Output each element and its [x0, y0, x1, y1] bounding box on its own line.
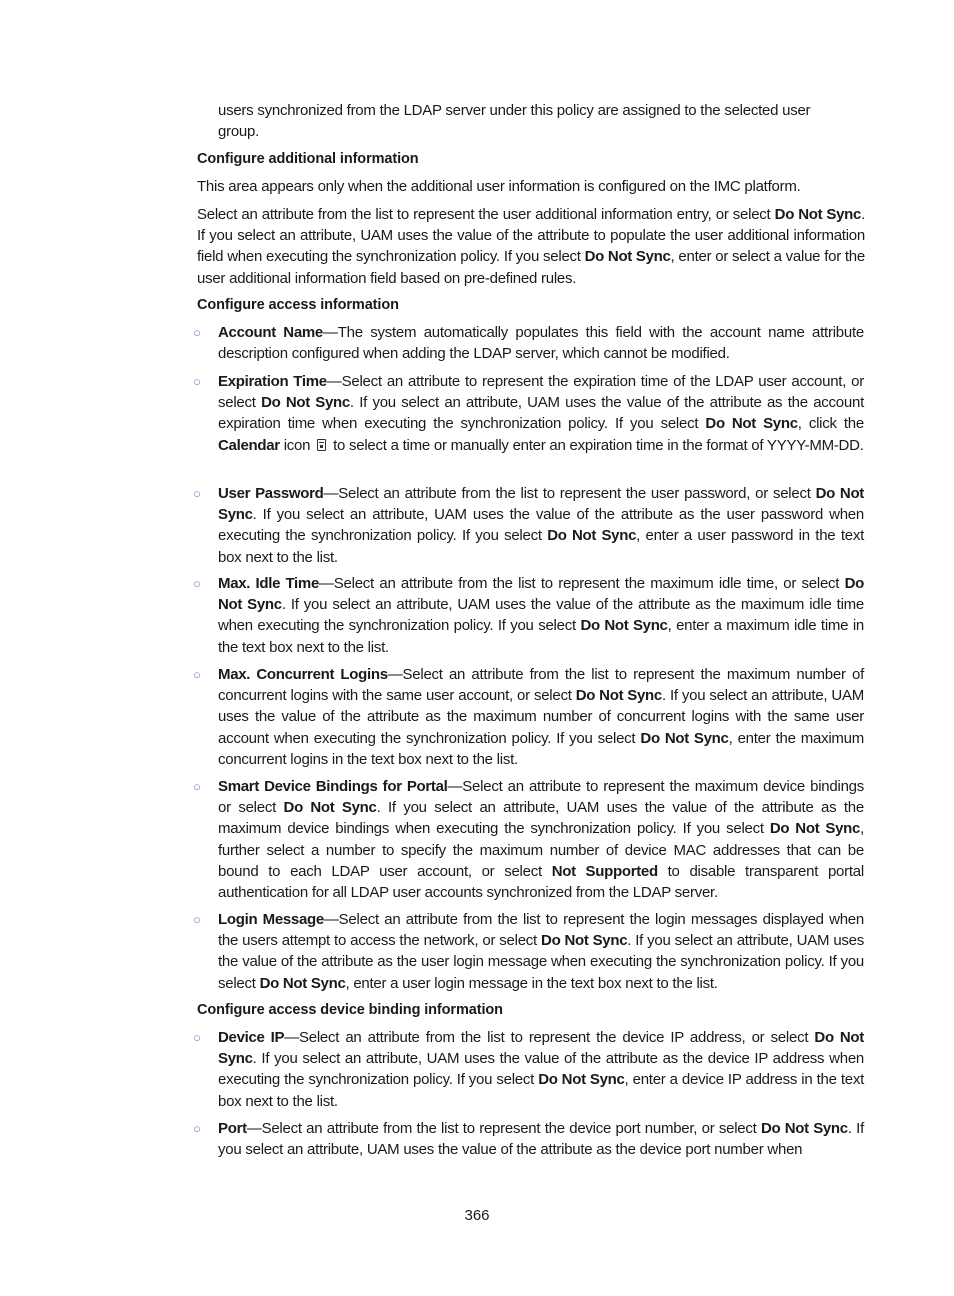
bullet-icon: ○: [193, 576, 201, 591]
intro-paragraph: [218, 100, 864, 142]
list-item-port: ○ Port—Select an attribute from the list to represent the device port number, or select Do Not Sync. If you select an attribute, UAM uses the value of the attribute as the device port number when: [193, 1120, 865, 1159]
bullet-icon: ○: [193, 486, 201, 501]
heading-access-information: Configure access information: [197, 297, 399, 313]
list-item-max-idle-time: ○ Max. Idle Time—Select an attribute from the list to represent the maximum idle time, or select Do Not Sync. If you select an attribute, UAM uses the value of the attribute as the maximum idle time when executing the synchronization policy. If you select Do Not Sync, enter a maximum idle time in the text box next to the list.: [193, 575, 865, 656]
calendar-icon: [317, 439, 326, 451]
list-item-login-message: ○ Login Message—Select an attribute from the list to represent the login messages displayed when the users attempt to access the network, or select Do Not Sync. If you select an attribute, UAM uses the value of the attribute as the user login message when executing the synchronization policy. If you select Do Not Sync, enter a user login message in the text box next to the list.: [193, 911, 864, 992]
bullet-icon: ○: [193, 1030, 201, 1045]
bullet-icon: ○: [193, 779, 201, 794]
bullet-icon: ○: [193, 374, 201, 389]
page-number: 366: [464, 1207, 490, 1224]
list-item-expiration-time: ○ Expiration Time—Select an attribute to represent the expiration time of the LDAP user account, or select Do Not Sync. If you select an attribute, UAM uses the value of the attribute as the account expiration time when executing the synchronization policy. If you select Do Not Sync, click the Calendar icon to select a time or manually enter an expiration time in the format of YYYY-MM-DD.: [193, 373, 864, 454]
intro-line-2: group.: [218, 123, 260, 141]
list-item-device-ip: ○ Device IP—Select an attribute from the list to represent the device IP address, or select Do Not Sync. If you select an attribute, UAM uses the value of the attribute as the device IP address when executing the synchronization policy. If you select Do Not Sync, enter a device IP address in the text box next to the list.: [193, 1029, 864, 1110]
additional-paragraph-2: Select an attribute from the list to represent the user additional information entry, or select Do Not Sync. If you select an attribute, UAM uses the value of the attribute to populate the user additional information field when executing the synchronization policy. If you select Do Not Sync, enter or select a value for the user additional information field based on pre-defined rules.: [197, 206, 866, 287]
heading-additional-information: Configure additional information: [197, 151, 419, 167]
bullet-icon: ○: [193, 1121, 201, 1136]
bullet-icon: ○: [193, 667, 201, 682]
bullet-icon: ○: [193, 912, 201, 927]
list-item-max-concurrent-logins: ○ Max. Concurrent Logins—Select an attribute from the list to represent the maximum number of concurrent logins with the same user account, or select Do Not Sync. If you select an attribute, UAM uses the value of the attribute as the maximum number of concurrent logins with the same user account when executing the synchronization policy. If you select Do Not Sync, enter the maximum concurrent logins in the text box next to the list.: [193, 666, 864, 768]
list-item-user-password: ○ User Password—Select an attribute from the list to represent the user password, or select Do Not Sync. If you select an attribute, UAM uses the value of the attribute as the user password when executing the synchronization policy. If you select Do Not Sync, enter a user password in the text box next to the list.: [193, 485, 865, 566]
additional-paragraph-1: This area appears only when the additional user information is configured on the IMC platform.: [197, 178, 801, 195]
intro-line-1: users synchronized from the LDAP server under this policy are assigned to the selected user: [218, 102, 811, 119]
bullet-icon: ○: [193, 325, 201, 340]
list-item-account-name: ○ Account Name—The system automatically populates this field with the account name attribute description configured when adding the LDAP server, which cannot be modified.: [193, 324, 864, 363]
heading-device-binding-information: Configure access device binding information: [197, 1002, 503, 1018]
list-item-smart-device-bindings: ○ Smart Device Bindings for Portal—Select an attribute to represent the maximum device bindings or select Do Not Sync. If you select an attribute, UAM uses the value of the attribute as the maximum device bindings when executing the synchronization policy. If you select Do Not Sync, further select a number to specify the maximum number of device MAC addresses that can be bound to each LDAP user account, or select Not Supported to disable transparent portal authentication for all LDAP user accounts synchronized from the LDAP server.: [193, 778, 865, 902]
